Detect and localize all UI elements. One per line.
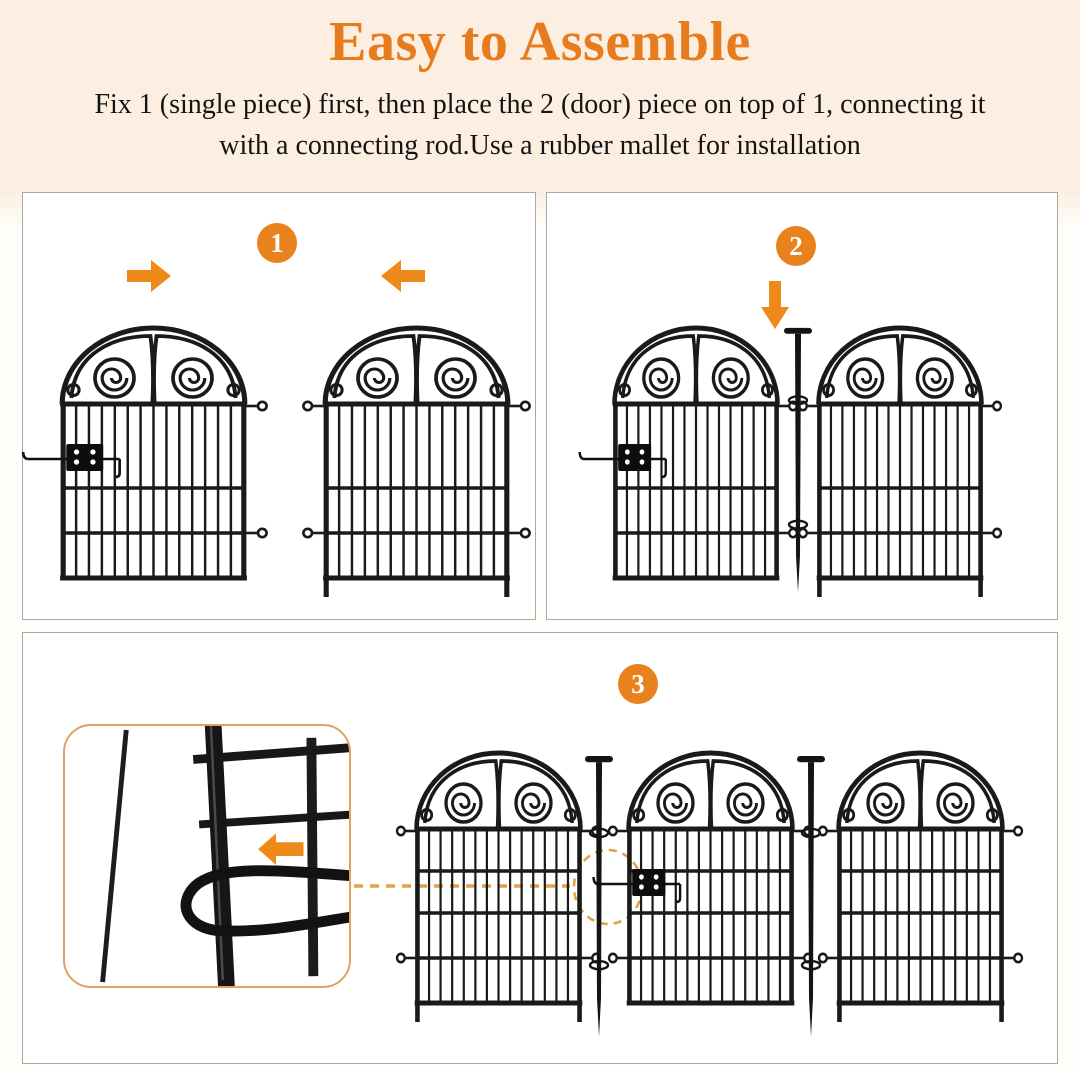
fence-single-panel-illustration (833, 751, 1008, 1023)
instruction-line-1: Fix 1 (single piece) first, then place the 2 (door) piece on top of 1, connecting it (94, 89, 986, 120)
arrow-left-icon (258, 833, 303, 865)
connecting-rod-illustration (796, 754, 826, 1041)
fence-single-panel-illustration (319, 326, 514, 598)
fence-gate-panel-illustration (623, 751, 798, 1023)
page-title: Easy to Assemble (329, 11, 751, 73)
connection-closeup-inset (63, 724, 351, 988)
step-1-badge: 1 (257, 223, 297, 263)
step-2-panel (546, 192, 1058, 620)
hook-connection-photo-illustration (65, 726, 349, 986)
instruction-line-2: with a connecting rod.Use a rubber mallet for installation (219, 130, 861, 161)
step-3-panel (22, 632, 1058, 1064)
arrow-down-icon (761, 281, 789, 329)
fence-gate-panel-illustration (56, 326, 251, 598)
fence-single-panel-illustration (411, 751, 586, 1023)
step-3-badge: 3 (618, 664, 658, 704)
fence-gate-panel-illustration (609, 326, 783, 598)
fence-single-panel-illustration (813, 326, 987, 598)
arrow-left-icon (381, 259, 425, 293)
step-2-badge: 2 (776, 226, 816, 266)
instruction-text (0, 84, 1080, 166)
connecting-rod-illustration (783, 326, 813, 596)
step-1-panel (22, 192, 536, 620)
connecting-rod-illustration (584, 754, 614, 1041)
arrow-right-icon (127, 259, 171, 293)
